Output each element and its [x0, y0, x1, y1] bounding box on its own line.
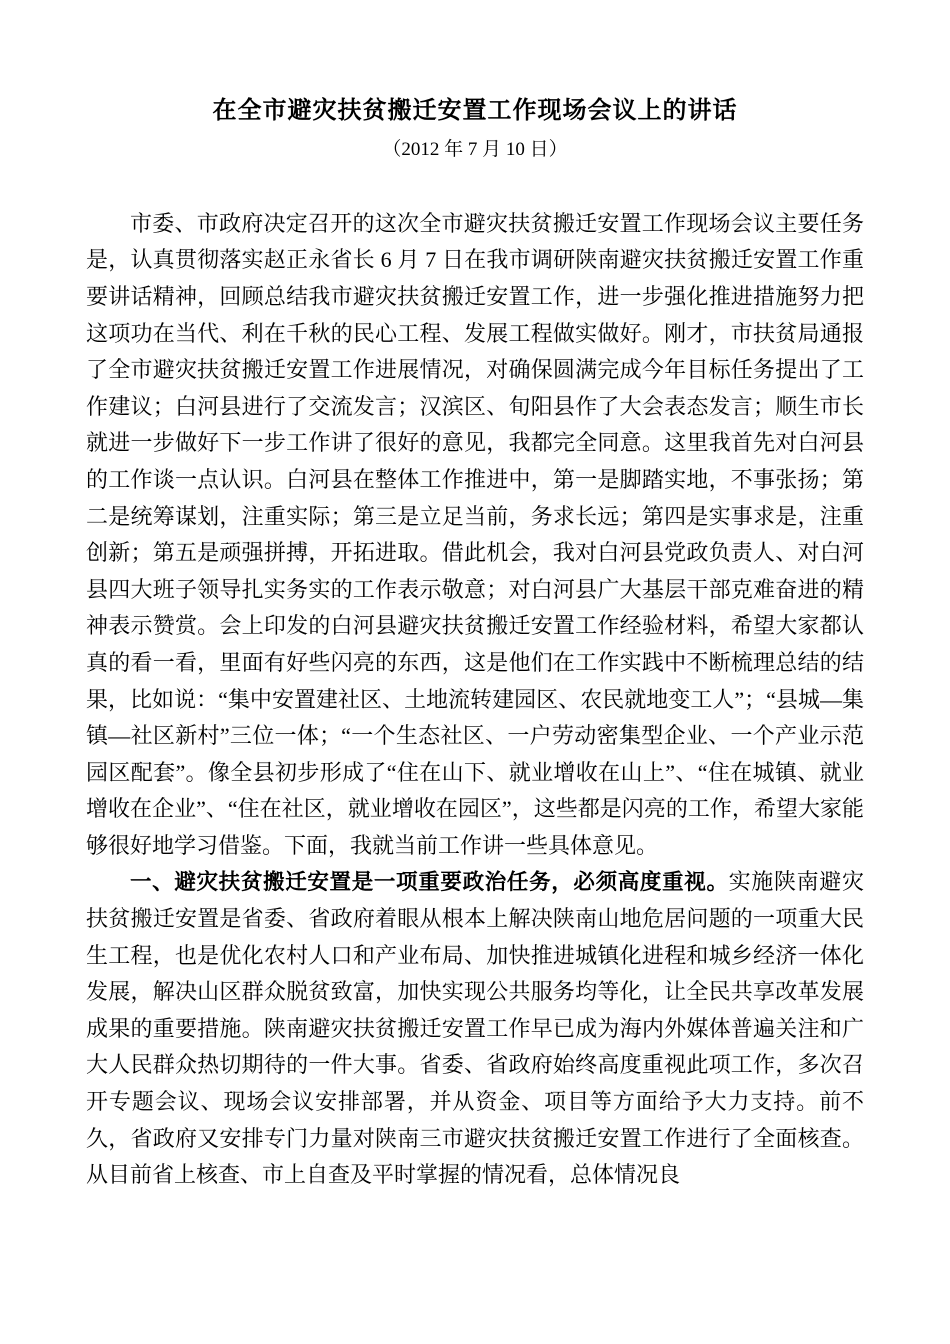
- document-body: [86, 206, 864, 1194]
- paragraph-2-text: 实施陕南避灾扶贫搬迁安置是省委、省政府着眼从根本上解决陕南山地危居问题的一项重大民生工程，也是优化农村人口和产业布局、加快推进城镇化进程和城乡经济一体化发展，解决山区群众脱贫致富，加快实现公共服务均等化，让全民共享改革发展成果的重要措施。陕南避灾扶贫搬迁安置工作早已成为海内外媒体普遍关注和广大人民群众热切期待的一件大事。省委、省政府始终高度重视此项工作，多次召开专题会议、现场会议安排部署，并从资金、项目等方面给予大力支持。前不久，省政府又安排专门力量对陕南三市避灾扶贫搬迁安置工作进行了全面核查。从目前省上核查、市上自查及平时掌握的情况看，总体情况良: [86, 869, 864, 1188]
- paragraph-1-text: 市委、市政府决定召开的这次全市避灾扶贫搬迁安置工作现场会议主要任务是，认真贯彻落实赵正永省长 6 月 7 日在我市调研陕南避灾扶贫搬迁安置工作重要讲话精神，回顾总结我市避灾扶贫搬迁安置工作，进一步强化推进措施努力把这项功在当代、利在千秋的民心工程、发展工程做实做好。刚才，市扶贫局通报了全市避灾扶贫搬迁安置工作进展情况，对确保圆满完成今年目标任务提出了工作建议；白河县进行了交流发言；汉滨区、旬阳县作了大会表态发言；顺生市长就进一步做好下一步工作讲了很好的意见，我都完全同意。这里我首先对白河县的工作谈一点认识。白河县在整体工作推进中，第一是脚踏实地，不事张扬；第二是统筹谋划，注重实际；第三是立足当前，务求长远；第四是实事求是，注重创新；第五是顽强拼搏，开拓进取。借此机会，我对白河县党政负责人、对白河县四大班子领导扎实务实的工作表示敬意；对白河县广大基层干部克难奋进的精神表示赞赏。会上印发的白河县避灾扶贫搬迁安置工作经验材料，希望大家都认真的看一看，里面有好些闪亮的东西，这是他们在工作实践中不断梳理总结的结果，比如说：“集中安置建社区、土地流转建园区、农民就地变工人”；“县城—集镇—社区新村”三位一体；“一个生态社区、一户劳动密集型企业、一个产业示范园区配套”。像全县初步形成了“住在山下、就业增收在山上”、“住在城镇、就业增收在企业”、“住在社区，就业增收在园区”，这些都是闪亮的工作，希望大家能够很好地学习借鉴。下面，我就当前工作讲一些具体意见。: [86, 210, 864, 858]
- paragraph-1: [86, 206, 864, 865]
- document-title: 在全市避灾扶贫搬迁安置工作现场会议上的讲话: [212, 98, 738, 124]
- paragraph-2-bold-heading: 一、避灾扶贫搬迁安置是一项重要政治任务，必须高度重视。: [130, 870, 729, 895]
- document-date: （2012 年 7 月 10 日）: [382, 139, 568, 160]
- paragraph-2: [86, 864, 864, 1193]
